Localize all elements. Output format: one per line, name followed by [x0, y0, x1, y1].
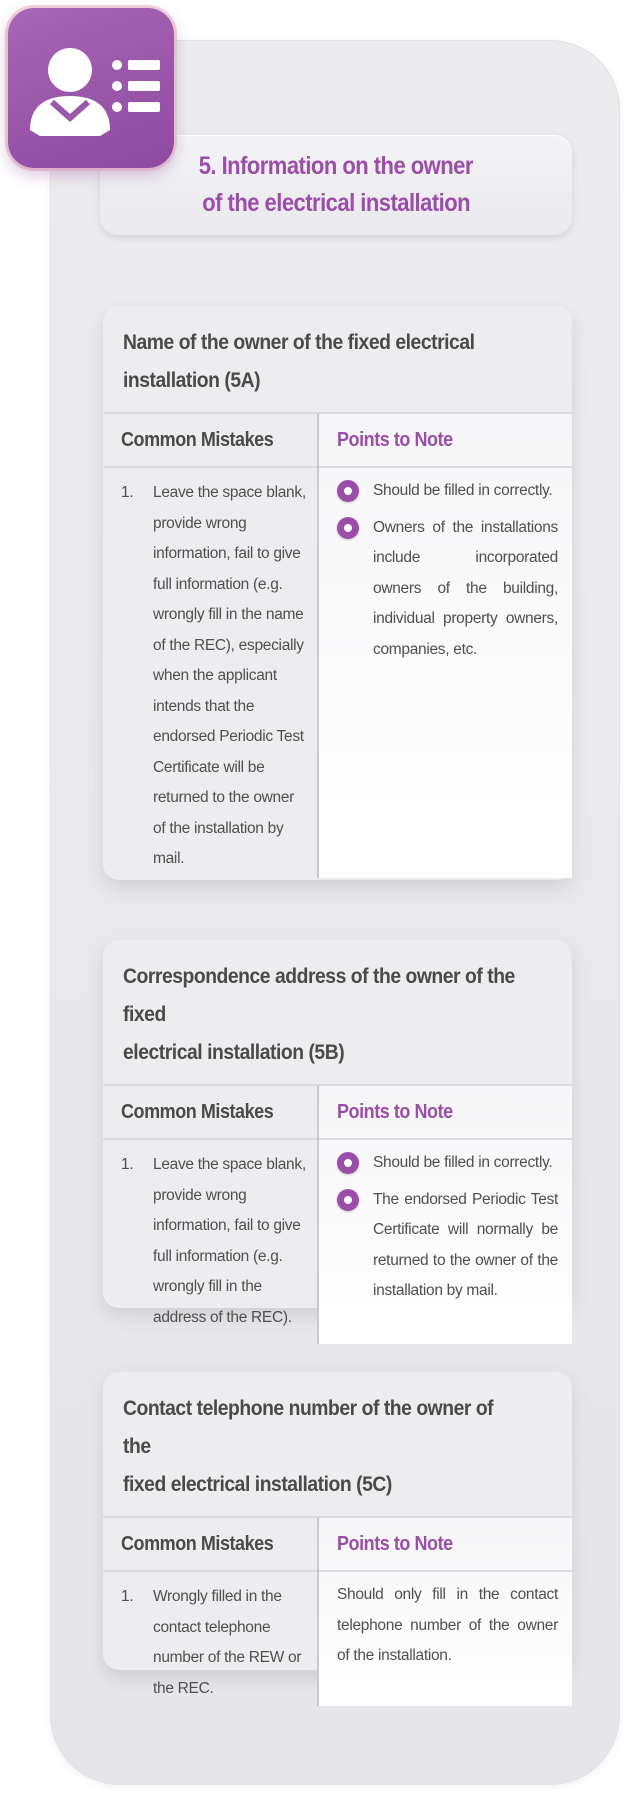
section-title-line-2: of the electrical installation [202, 189, 470, 217]
points-to-note-header: Points to Note [319, 1518, 572, 1572]
points-to-note-header: Points to Note [319, 414, 572, 468]
bullet-icon [337, 480, 359, 502]
mistake-number: 1. [121, 1156, 134, 1173]
card-heading-line-2: electrical installation (5B) [123, 1041, 345, 1064]
points-to-note-column [319, 1518, 572, 1706]
common-mistakes-column [103, 1086, 319, 1344]
mistake-text: Wrongly filled in the contact telephone number of the REW or the REC. [153, 1588, 302, 1697]
card-heading-line-1: Correspondence address of the owner of the fixed [123, 965, 515, 1026]
card-heading-line-1: Name of the owner of the fixed electrical [123, 331, 475, 354]
mistake-item [103, 1572, 317, 1720]
mistake-item [103, 1140, 317, 1349]
note-item [337, 1148, 558, 1179]
mistake-item [103, 468, 317, 891]
section-title-line-1: 5. Information on the owner [198, 152, 474, 180]
card-owner-telephone [103, 1372, 572, 1697]
card-heading [103, 1372, 572, 1518]
note-item [337, 1185, 558, 1307]
card-heading-line-2: installation (5A) [123, 369, 261, 392]
bullet-icon [337, 1189, 359, 1211]
note-text: The endorsed Periodic Test Certificate will normally be returned to the owner of the installation by mail. [373, 1190, 558, 1299]
owner-profile-icon [8, 8, 174, 168]
note-item [337, 513, 558, 666]
common-mistakes-column [103, 414, 319, 878]
points-to-note-column [319, 1086, 572, 1344]
card-heading [103, 306, 572, 414]
points-to-note-header: Points to Note [319, 1086, 572, 1140]
note-text: Should be filled in correctly. [373, 1154, 553, 1171]
card-heading-line-2: fixed electrical installation (5C) [123, 1473, 392, 1496]
common-mistakes-header: Common Mistakes [103, 1518, 317, 1572]
mistake-number: 1. [121, 1588, 134, 1605]
card-owner-name [103, 306, 572, 880]
card-heading [103, 940, 572, 1086]
note-item [337, 476, 558, 507]
mistake-text: Leave the space blank, provide wrong information, fail to give full information (e.g. wrongly fill in the address of the REC). [153, 1156, 306, 1326]
bullet-icon [337, 1152, 359, 1174]
points-to-note-column [319, 414, 572, 878]
note-text: Should only fill in the contact telephone number of the owner of the installation. [337, 1586, 558, 1664]
mistake-number: 1. [121, 484, 134, 501]
mistake-text: Leave the space blank, provide wrong information, fail to give full information (e.g. wrongly fill in the name of the REC), especially when the applicant intends that the endorsed Periodic Test Certificate will be returned to the owner of the installation by mail. [153, 484, 306, 867]
note-text: Should be filled in correctly. [373, 482, 553, 499]
common-mistakes-header: Common Mistakes [103, 414, 317, 468]
common-mistakes-header: Common Mistakes [103, 1086, 317, 1140]
card-owner-address [103, 940, 572, 1326]
bullet-icon [337, 517, 359, 539]
common-mistakes-column [103, 1518, 319, 1706]
card-heading-line-1: Contact telephone number of the owner of the [123, 1397, 494, 1458]
note-text: Owners of the installations include incorporated owners of the building, individual property owners, companies, etc. [373, 518, 558, 658]
